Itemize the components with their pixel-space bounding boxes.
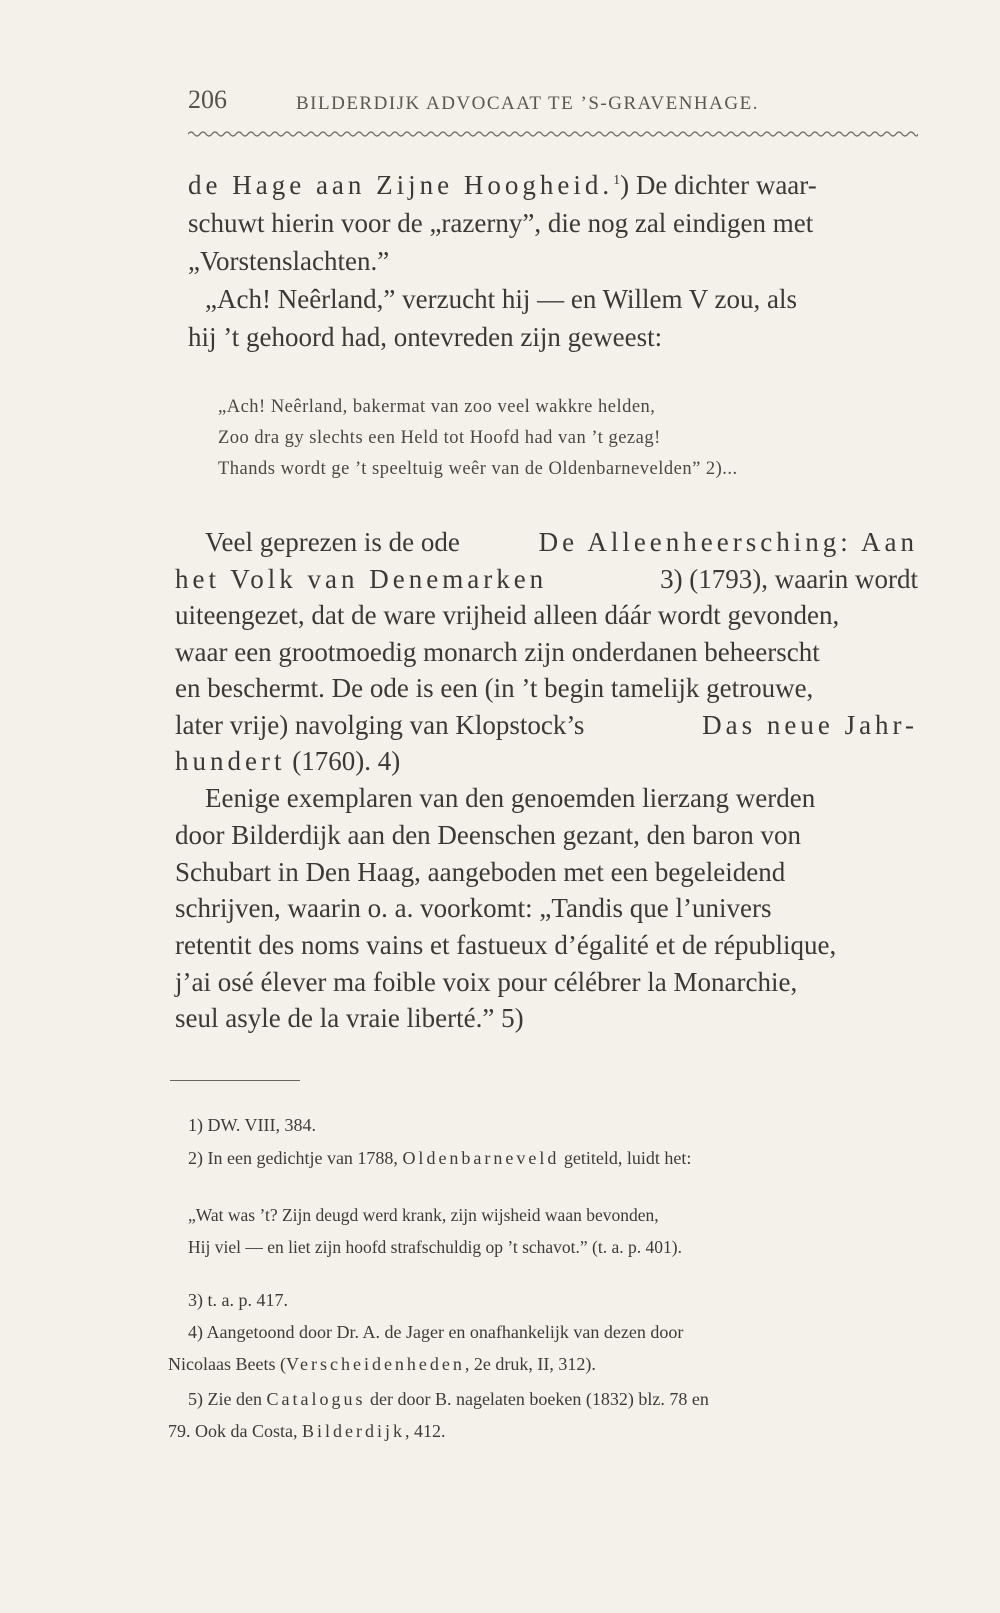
poem-line-1: „Ach! Neêrland, bakermat van zoo veel wakkre helden, [218, 397, 656, 417]
paragraph-3-line-6 [175, 710, 918, 741]
paragraph-1-line-1 [188, 170, 918, 201]
footnote-5-line-1 [188, 1389, 709, 1410]
paragraph-3-line-7 [175, 746, 400, 777]
text: later vrije) navolging van Klopstock’s [175, 710, 585, 740]
text: Nicolaas Beets ( [168, 1354, 286, 1374]
spaced-title: De Alleenheersching: Aan [538, 527, 918, 557]
footnote-ref: 1 [613, 173, 621, 188]
footnote-2-quote-line-2: Hij viel — en liet zijn hoofd strafschuldig op ’t schavot.” (t. a. p. 401). [188, 1237, 682, 1257]
text: 2) In een gedichtje van 1788, [188, 1148, 398, 1168]
text: , 412. [405, 1421, 446, 1441]
poem-line-3: Thands wordt ge ’t speeltuig weêr van de Oldenbarnevelden” 2)... [218, 459, 738, 479]
paragraph-4-line-2: door Bilderdijk aan den Deenschen gezant, den baron von [175, 820, 802, 850]
footnote-5-line-2 [168, 1421, 446, 1442]
paragraph-1-line-3: „Vorstenslachten.” [188, 246, 390, 276]
header-wavy-rule [188, 128, 918, 140]
paragraph-4-line-4: schrijven, waarin o. a. voorkomt: „Tandis que l’univers [175, 893, 772, 923]
footnote-2-quote-line-1: „Wat was ’t? Zijn deugd werd krank, zijn wijsheid waan bevonden, [188, 1205, 659, 1225]
text: 3) (1793), waarin wordt [660, 564, 918, 594]
running-title: BILDERDIJK ADVOCAAT TE ’S-GRAVENHAGE. [296, 93, 759, 114]
text: , 2e druk, II, 312). [464, 1354, 596, 1374]
footnote-4-line-1: 4) Aangetoond door Dr. A. de Jager en onafhankelijk van dezen door [188, 1322, 684, 1342]
spaced-text: de Hage aan Zijne Hoogheid. [188, 170, 614, 200]
poem-line-2: Zoo dra gy slechts een Held tot Hoofd had van ’t gezag! [218, 428, 661, 448]
text: ) De dichter waar- [620, 170, 817, 200]
paragraph-4-line-7: seul asyle de la vraie liberté.” 5) [175, 1003, 524, 1033]
paragraph-3-line-3: uiteengezet, dat de ware vrijheid alleen dáár wordt gevonden, [175, 600, 840, 630]
footnote-separator [170, 1080, 300, 1081]
paragraph-1-line-2: schuwt hierin voor de „razerny”, die nog zal eindigen met [188, 208, 814, 238]
text: (1760). 4) [292, 746, 401, 776]
footnote-1: 1) DW. VIII, 384. [188, 1115, 316, 1135]
footnote-3: 3) t. a. p. 417. [188, 1290, 288, 1310]
paragraph-4-line-3: Schubart in Den Haag, aangeboden met een begeleidend [175, 857, 786, 887]
text: 5) Zie den [188, 1389, 262, 1409]
footnote-2 [188, 1148, 691, 1169]
spaced-title: Verscheidenheden [285, 1354, 465, 1374]
paragraph-4-line-6: j’ai osé élever ma foible voix pour célébrer la Monarchie, [175, 967, 798, 997]
spaced-title: het Volk van Denemarken [175, 564, 548, 594]
spaced-title: Das neue Jahr- [702, 710, 918, 740]
text: getiteld, luidt het: [563, 1148, 692, 1168]
spaced-title: hundert [175, 746, 286, 776]
paragraph-2-line-2: hij ’t gehoord had, ontevreden zijn geweest: [188, 322, 663, 352]
paragraph-2-line-1: „Ach! Neêrland,” verzucht hij — en Willem V zou, als [205, 284, 797, 314]
text: 79. Ook da Costa, [168, 1421, 298, 1441]
text: Veel geprezen is de ode [205, 527, 460, 557]
spaced-title: Oldenbarneveld [402, 1148, 560, 1168]
paragraph-4-line-1: Eenige exemplaren van den genoemden lierzang werden [205, 783, 816, 813]
spaced-title: Catalogus [266, 1389, 366, 1409]
paragraph-4-line-5: retentit des noms vains et fastueux d’égalité et de république, [175, 930, 837, 960]
spaced-title: Bilderdijk [302, 1421, 405, 1441]
paragraph-3-line-1 [205, 527, 918, 558]
page-number: 206 [188, 85, 227, 114]
text: der door B. nagelaten boeken (1832) blz. 78 en [369, 1389, 709, 1409]
footnote-4-line-2 [168, 1354, 596, 1375]
paragraph-3-line-5: en beschermt. De ode is een (in ’t begin tamelijk getrouwe, [175, 673, 814, 703]
paragraph-3-line-4: waar een grootmoedig monarch zijn onderdanen beheerscht [175, 637, 820, 667]
paragraph-3-line-2 [175, 564, 918, 595]
